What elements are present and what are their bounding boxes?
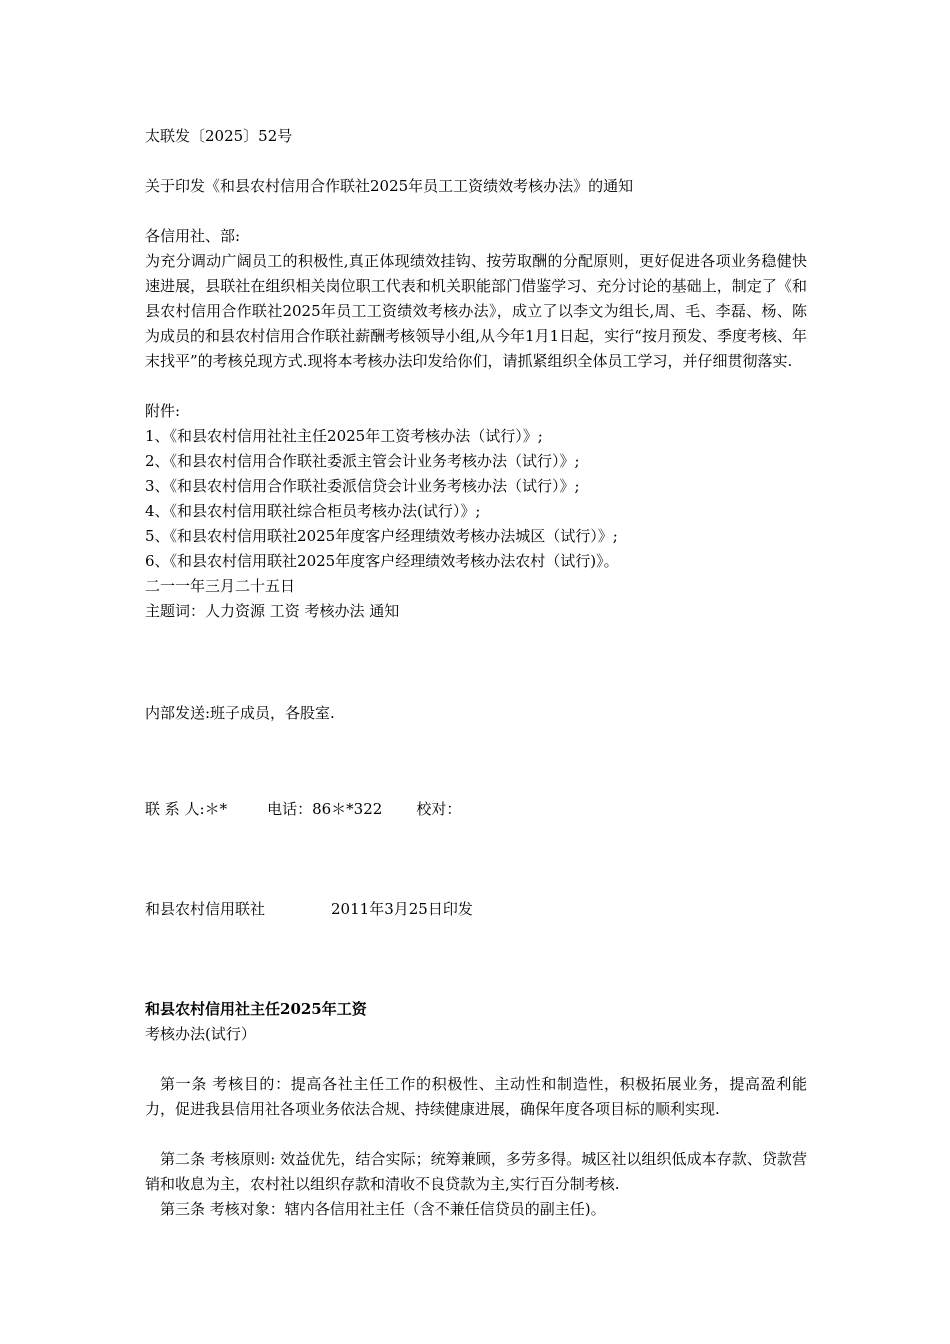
attachment-item: 1、《和县农村信用社社主任2025年工资考核办法（试行）》; [145,427,543,445]
internal-distribution: 内部发送:班子成员，各股室. [145,704,335,722]
notice-title: 关于印发《和县农村信用合作联社2025年员工工资绩效考核办法》的通知 [145,177,634,195]
article-2: 第二条 考核原则: 效益优先，结合实际；统筹兼顾，多劳多得。城区社以组织低成本存款、贷款营销和收息为主，农村社以组织存款和清收不良贷款为主,实行百分制考核. [145,1150,807,1193]
salutation: 各信用社、部: [145,227,241,245]
measures-title: 和县农村信用社主任2025年工资 [145,1000,367,1018]
attachment-item: 4、《和县农村信用联社综合柜员考核办法(试行）》; [145,502,481,520]
attachment-item: 2、《和县农村信用合作联社委派主管会计业务考核办法（试行）》; [145,452,580,470]
keywords: 主题词：人力资源 工资 考核办法 通知 [145,602,400,620]
issuer-line [145,897,473,922]
article-3: 第三条 考核对象：辖内各信用社主任（含不兼任信贷员的副主任)。 [160,1200,606,1218]
issue-date: 2011年3月25日印发 [331,900,473,918]
proofreader: 校对： [416,800,462,818]
notice-date: 二一一年三月二十五日 [145,577,296,595]
notice-body: 为充分调动广阔员工的积极性,真正体现绩效挂钩、按劳取酬的分配原则，更好促进各项业务稳健快速进展，县联社在组织相关岗位职工代表和机关职能部门借鉴学习、充分讨论的基础上，制定了《和县农村信用合作联社2025年员工工资绩效考核办法》，成立了以李文为组长,周、毛、李磊、杨、陈为成员的和县农村信用合作联社薪酬考核领导小组,从今年1月1日起，实行“按月预发、季度考核、年末找平”的考核兑现方式.现将本考核办法印发给你们，请抓紧组织全体员工学习，并仔细贯彻落实. [145,252,807,370]
contact-line [145,797,461,822]
contact-person: 联 系 人:＊* [145,800,228,818]
document-number: 太联发〔2025〕52号 [145,127,293,145]
article-1: 第一条 考核目的：提高各社主任工作的积极性、主动性和制造性，积极拓展业务，提高盈利能力，促进我县信用社各项业务依法合规、持续健康进展，确保年度各项目标的顺利实现. [145,1075,807,1118]
measures-subtitle: 考核办法(试行） [145,1025,256,1043]
attachment-item: 5、《和县农村信用联社2025年度客户经理绩效考核办法城区（试行）》; [145,527,618,545]
issuer: 和县农村信用联社 [145,900,266,918]
attachment-item: 3、《和县农村信用合作联社委派信贷会计业务考核办法（试行）》; [145,477,580,495]
attachments-label: 附件: [145,402,181,420]
attachment-item: 6、《和县农村信用联社2025年度客户经理绩效考核办法农村（试行)》。 [145,552,619,570]
phone-number: 电话：86＊*322 [267,800,383,818]
